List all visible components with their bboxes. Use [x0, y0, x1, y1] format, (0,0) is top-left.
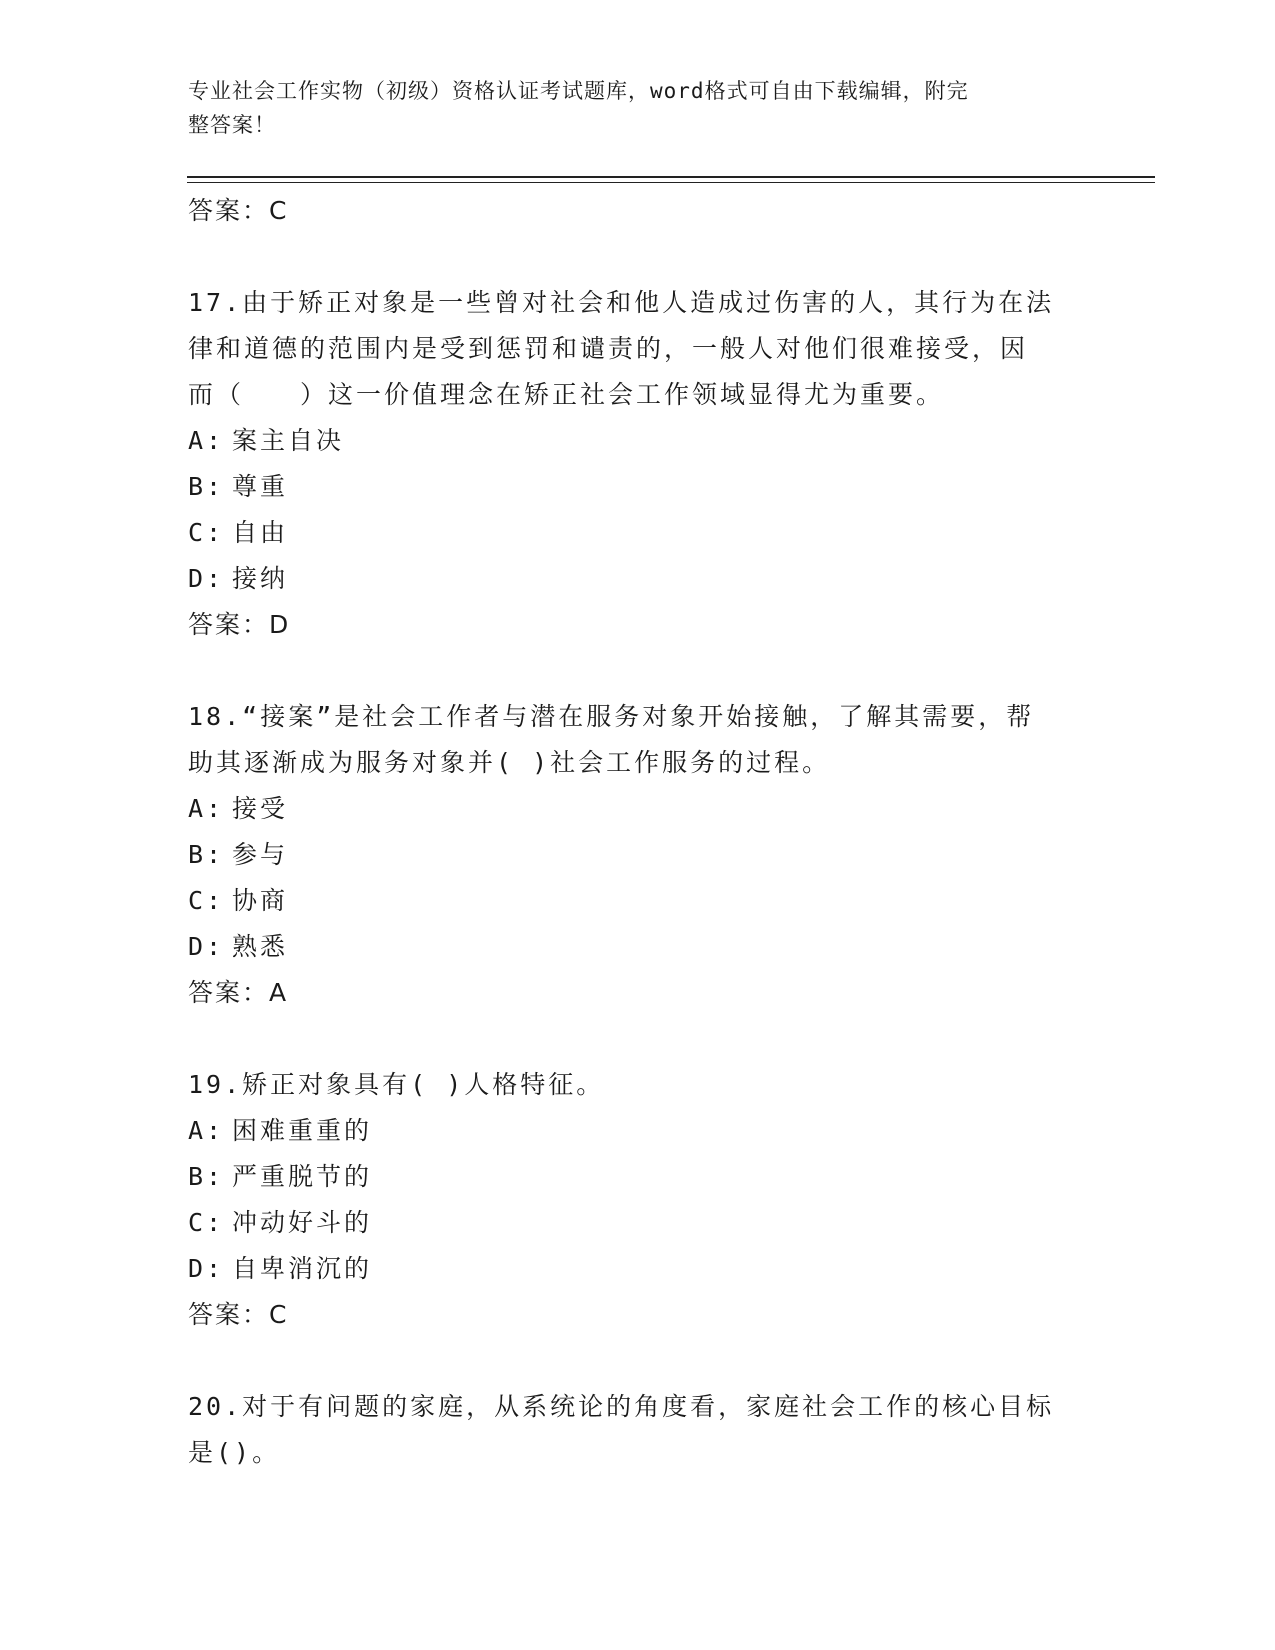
- option-text: 困难重重的: [232, 1116, 373, 1145]
- question-block: [188, 1384, 1088, 1476]
- option-c: [188, 878, 1088, 924]
- option-key: C:: [188, 1208, 225, 1237]
- page-header: [188, 74, 1068, 142]
- question-text: [188, 694, 1088, 786]
- question-content: [188, 188, 1088, 1476]
- option-text: 尊重: [232, 472, 289, 501]
- option-a: [188, 418, 1088, 464]
- question-text: [188, 1384, 1088, 1476]
- question-text: [188, 280, 1088, 418]
- question-block: [188, 280, 1088, 648]
- option-key: B:: [188, 1162, 225, 1191]
- option-a: [188, 786, 1088, 832]
- option-text: 案主自决: [232, 426, 345, 455]
- question-text-line: 是()。: [188, 1438, 281, 1467]
- option-c: [188, 1200, 1088, 1246]
- header-rule-thin: [187, 182, 1155, 183]
- option-text: 自由: [232, 518, 289, 547]
- option-b: [188, 832, 1088, 878]
- option-key: B:: [188, 472, 225, 501]
- option-key: A:: [188, 426, 225, 455]
- question-text-line: 20.对于有问题的家庭，从系统论的角度看，家庭社会工作的核心目标: [188, 1392, 1055, 1421]
- spacer: [188, 1338, 1088, 1384]
- option-a: [188, 1108, 1088, 1154]
- option-key: C:: [188, 886, 225, 915]
- option-key: D:: [188, 564, 225, 593]
- option-key: B:: [188, 840, 225, 869]
- header-rule-thick: [187, 176, 1155, 178]
- option-text: 严重脱节的: [232, 1162, 373, 1191]
- option-text: 熟悉: [232, 932, 289, 961]
- answer-line: 答案：D: [188, 610, 291, 639]
- option-key: C:: [188, 518, 225, 547]
- question-text-line: 助其逐渐成为服务对象并( )社会工作服务的过程。: [188, 748, 831, 777]
- question-text-line: 18.“接案”是社会工作者与潜在服务对象开始接触，了解其需要，帮: [188, 702, 1035, 731]
- option-text: 协商: [232, 886, 289, 915]
- option-d: [188, 1246, 1088, 1292]
- option-text: 冲动好斗的: [232, 1208, 373, 1237]
- question-text: [188, 1062, 1088, 1108]
- option-key: D:: [188, 932, 225, 961]
- answer-line: 答案：C: [188, 196, 289, 225]
- question-text-line: 17.由于矫正对象是一些曾对社会和他人造成过伤害的人，其行为在法: [188, 288, 1055, 317]
- question-text-line: 律和道德的范围内是受到惩罚和谴责的，一般人对他们很难接受，因: [188, 334, 1029, 363]
- header-line-1: 专业社会工作实物（初级）资格认证考试题库，word格式可自由下载编辑，附完: [188, 79, 969, 103]
- option-key: A:: [188, 794, 225, 823]
- option-b: [188, 1154, 1088, 1200]
- option-c: [188, 510, 1088, 556]
- option-b: [188, 464, 1088, 510]
- question-text-line: 而（ ）这一价值理念在矫正社会工作领域显得尤为重要。: [188, 380, 945, 409]
- question-text-line: 19.矫正对象具有( )人格特征。: [188, 1070, 605, 1099]
- spacer: [188, 648, 1088, 694]
- option-key: D:: [188, 1254, 225, 1283]
- answer-line: 答案：C: [188, 1300, 289, 1329]
- option-text: 接受: [232, 794, 289, 823]
- option-key: A:: [188, 1116, 225, 1145]
- option-d: [188, 556, 1088, 602]
- question-block: [188, 694, 1088, 1016]
- option-d: [188, 924, 1088, 970]
- question-block: [188, 1062, 1088, 1338]
- spacer: [188, 1016, 1088, 1062]
- option-text: 自卑消沉的: [232, 1254, 373, 1283]
- option-text: 参与: [232, 840, 289, 869]
- option-text: 接纳: [232, 564, 289, 593]
- spacer: [188, 234, 1088, 280]
- answer-line: 答案：A: [188, 978, 289, 1007]
- header-line-2: 整答案！: [188, 113, 276, 137]
